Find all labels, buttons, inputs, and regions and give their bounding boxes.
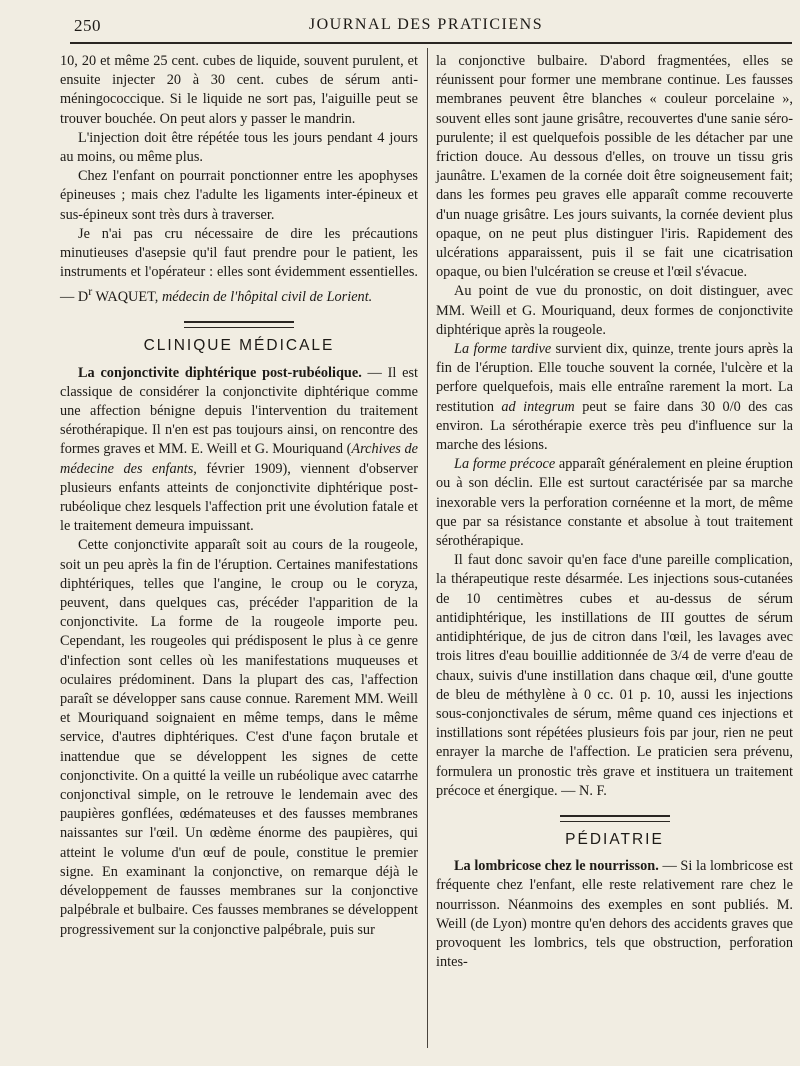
- section-heading-pediatrie: [436, 815, 793, 849]
- paragraph: Cette conjonctivite apparaît soit au cours de la rougeole, soit un peu après la fin de l'éruption. Certaines manifestations diphtériques, telles que l'angine, le croup ou le coryza, peuvent, dans quelques cas, précéder l'apparition de la conjonctivite. La forme de la rougeole importe peu. Cependant, les rougeoles qui prédisposent le plus à ce genre d'infection sont celles où les manifestations muqueuses et oculaires prédominent. Dans la plupart des cas, l'affection paraît se développer sans cause connue. Rarement MM. Weill et Mouriquand soignaient en même temps, dans le même service, d'autres diphtériques. C'est d'une façon brutale et inattendue que se développent les signes de cette conjonctivite. On a quitté la veille un rubéolique avec catarrhe conjonctival simple, on le retrouve le lendemain avec des paupières gonflées, œdémateuses et des fausses membranes naissantes sur l'œil. Un œdème énorme des paupières, qui atteint le volume d'un œuf de poule, constitue le premier signe. En examinant la conjonctive, on remarque déjà le développement de fausses membranes sur la conjonctive palpébrale et bulbaire. Ces fausses membranes se développent progressivement sur la conjonctive palpébrale, puis sur: [60, 537, 418, 938]
- paragraph-signature: [60, 225, 418, 308]
- author-affiliation: médecin de l'hôpital civil de Lorient.: [161, 289, 373, 306]
- paragraph: [436, 340, 793, 455]
- latin-phrase: ad integrum: [501, 398, 575, 415]
- journal-title: JOURNAL DES PRATICIENS: [308, 16, 544, 33]
- article-title: La lombricose chez le nourrisson.: [454, 858, 659, 875]
- left-column: [60, 52, 418, 940]
- article-title: La conjonctivite diphtérique post-rubéolique.: [78, 364, 362, 381]
- page-number: 250: [74, 16, 101, 35]
- article-paragraph: [60, 364, 418, 537]
- title-superscript: r: [88, 284, 93, 299]
- paragraph-text: , février 1909), viennent d'observer plusieurs enfants atteints de conjonctivite diphtérique post-rubéolique chez lesquels l'affection prit une évolution fatale et le traitement demeura impuissant.: [60, 460, 418, 535]
- section-heading-clinique: [60, 321, 418, 355]
- header-rule: [70, 42, 792, 44]
- italic-lead: La forme tardive: [454, 341, 552, 358]
- author-name: WAQUET,: [92, 289, 162, 306]
- paragraph: L'injection doit être répétée tous les jours pendant 4 jours au moins, ou même plus.: [60, 129, 418, 166]
- paragraph: la conjonctive bulbaire. D'abord fragmentées, elles se réunissent pour former une membrane continue. Les fausses membranes peuvent être blanches « couleur porcelaine », souvent elles sont jaune grisâtre, recouvertes d'une sanie séro-purulente; il est quelquefois possible de les détacher par une friction douce. Au dessous d'elles, on trouve un tissu gris jaunâtre. L'examen de la cornée doit être soigneusement fait; dans les formes peu graves elle apparaît comme recouverte d'un nuage grisâtre. Les jours suivants, la cornée devient plus opaque, on ne peut plus distinguer l'iris. Rapidement des ulcérations apparaissent, puis il se fait une cicatrisation opaque, ou bien l'ulcération se creuse et l'œil s'évacue.: [436, 53, 793, 281]
- paragraph: 10, 20 et même 25 cent. cubes de liquide, souvent purulent, et ensuite injecter 20 à 30 cent. cubes de sérum anti-méningococcique. Si le liquide ne sort pas, l'aiguille peut se trouver bouchée. On peut alors y passer le mandrin.: [60, 53, 418, 127]
- right-column: [436, 52, 793, 972]
- section-title: CLINIQUE MÉDICALE: [143, 337, 335, 355]
- paragraph: Chez l'enfant on pourrait ponctionner entre les apophyses épineuses ; mais chez l'adulte les ligaments inter-épineux et sus-épineux sont très durs à traverser.: [60, 168, 418, 223]
- journal-reference: Archives de médecine des enfants: [60, 441, 418, 477]
- paragraph-text: — Si la lombricose est fréquente chez l'enfant, elle reste relativement rare chez le nourrisson. Néanmoins des exemples en sont publiés. M. Weill (de Lyon) montre qu'en dehors des accidents graves que provoquent les lombrics, tels que obstruction, perforation intes-: [436, 858, 793, 971]
- paragraph: [436, 455, 793, 551]
- section-title: PÉDIATRIE: [565, 830, 664, 848]
- italic-lead: La forme précoce: [454, 456, 556, 473]
- paragraph-text: apparaît généralement en pleine éruption ou à son déclin. Elle est surtout caractérisée par sa marche inexorable vers la perforation cornéenne et la mort, de même que par sa résistance constante et absolue à tout traitement sérothérapique.: [436, 456, 793, 550]
- paragraph-text: survient dix, quinze, trente jours après la fin de l'éruption. Elle touche souvent la cornée, l'ulcère et la perfore quelquefois, mais elle entraîne rarement la mort. La restitution: [436, 341, 793, 415]
- article-paragraph: [436, 857, 793, 972]
- paragraph-text: peut se faire dans 30 0/0 des cas environ. La sérothérapie exerce très peu d'influence sur la marche des lésions.: [436, 398, 793, 454]
- section-rule: [184, 321, 294, 328]
- column-divider: [427, 48, 428, 1048]
- paragraph-text: — Il est classique de considérer la conjonctivite diphtérique comme une affection bénigne depuis l'intervention du traitement sérothérapique. Il n'en est pas toujours ainsi, on rencontre des formes graves et MM. E. Weill et G. Mouriquand (: [60, 364, 419, 458]
- page-header: [60, 14, 792, 40]
- paragraph: Au point de vue du pronostic, on doit distinguer, avec MM. Weill et G. Mouriquand, deux formes de conjonctivite diphtérique après la rougeole.: [436, 283, 793, 338]
- paragraph-text: Je n'ai pas cru nécessaire de dire les précautions minutieuses d'asepsie qu'il faut prendre pour le patient, les instruments et l'opérateur : elles sont évidemment essentielles. — D: [60, 225, 418, 306]
- paragraph: Il faut donc savoir qu'en face d'une pareille complication, la thérapeutique reste désarmée. Les injections sous-cutanées de 10 centimètres cubes et au-dessus de sérum antidiphtérique, les instillations de III gouttes de sérum antidiphtérique, de jus de citron dans l'œil, les lavages avec trois litres d'eau bouillie additionnée de 3/4 de verre d'eau de chaux, suivis d'une instillation dans chaque œil, d'une goutte de bleu de méthylène à 0 cc. 01 p. 10, aussi les injections sous-conjonctivales de sérum, même quand ces injections et instillations sont répétées plusieurs fois par jour, rien ne peut enrayer la marche de l'affection. Le praticien sera prévenu, formulera un pronostic très grave et instituera un traitement précoce et énergique. — N. F.: [436, 552, 793, 799]
- section-rule: [560, 815, 670, 822]
